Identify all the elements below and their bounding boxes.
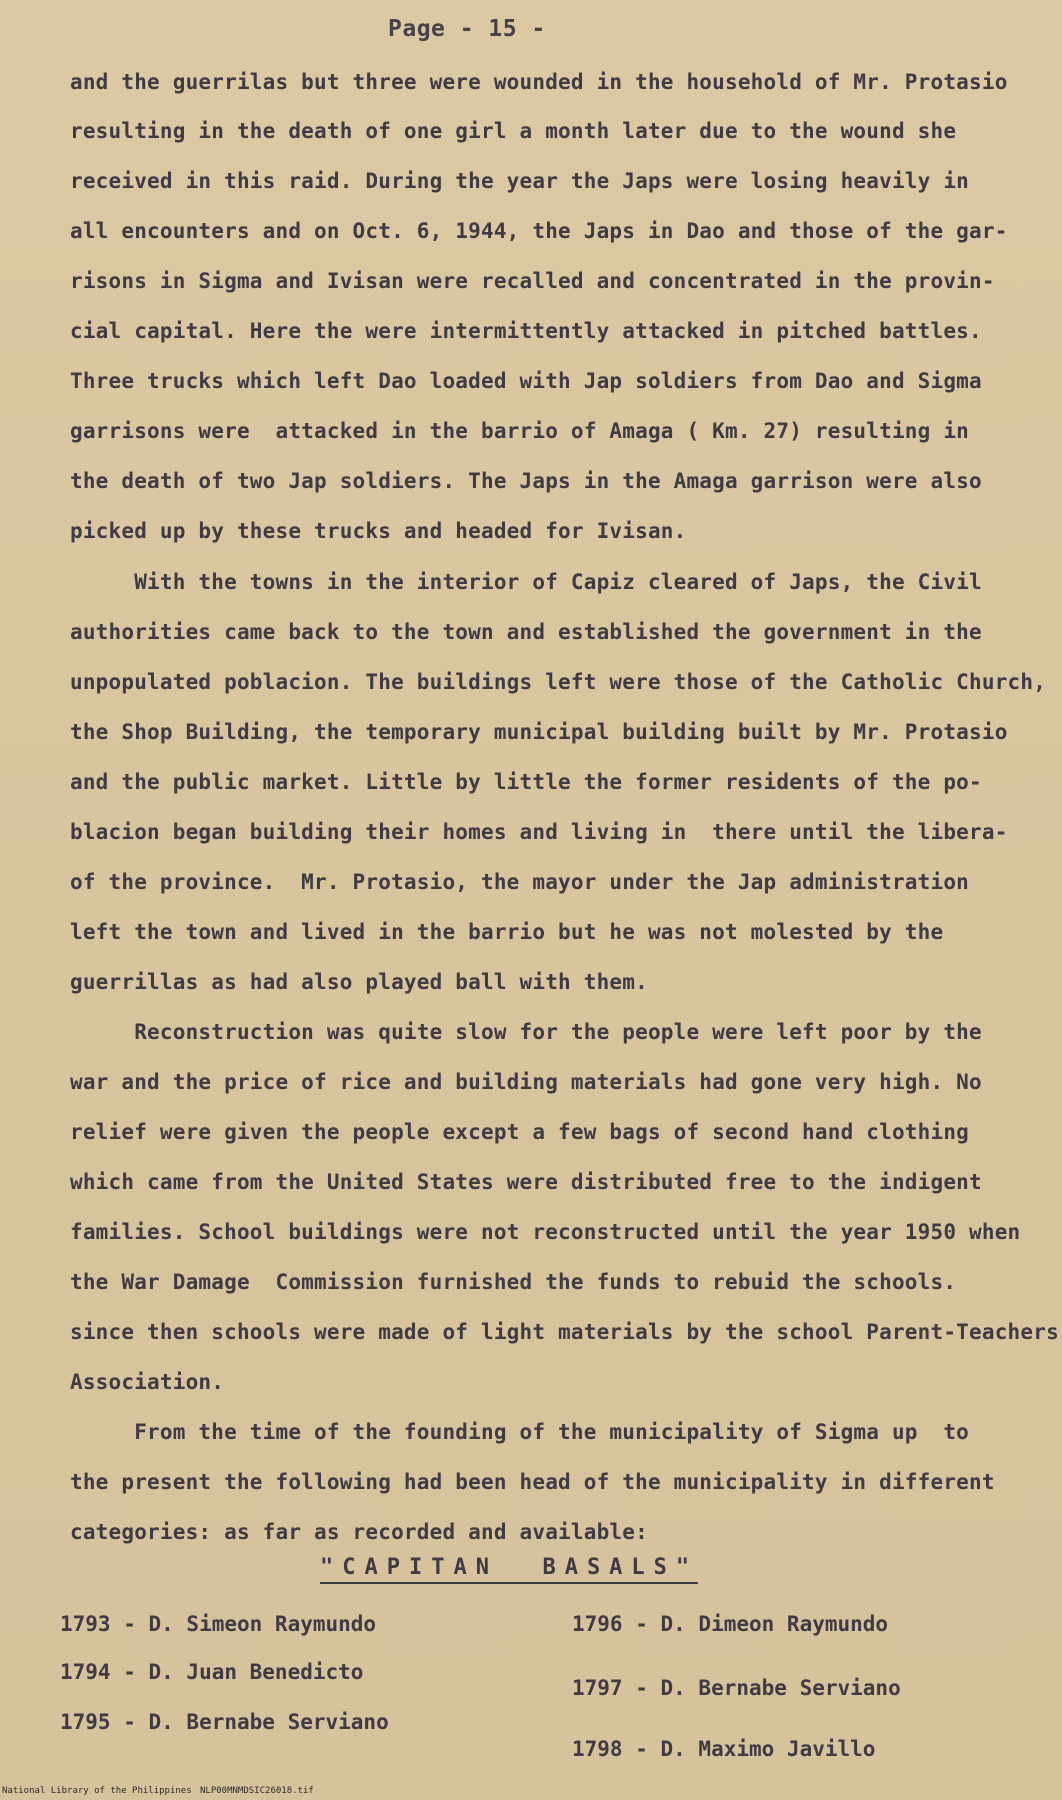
body-line-27: Association. xyxy=(70,1370,225,1394)
body-line-28: From the time of the founding of the municipality of Sigma up to xyxy=(70,1420,970,1444)
body-line-25: the War Damage Commission furnished the funds to rebuid the schools. xyxy=(70,1270,957,1294)
body-line-8: garrisons were attacked in the barrio of Amaga ( Km. 27) resulting in xyxy=(70,419,970,443)
body-line-29: the present the following had been head of the municipality in different xyxy=(70,1470,995,1494)
body-line-21: war and the price of rice and building materials had gone very high. No xyxy=(70,1070,982,1094)
body-line-16: blacion began building their homes and living in there until the libera- xyxy=(70,820,1008,844)
official-entry: 1793 - D. Simeon Raymundo xyxy=(60,1612,377,1636)
official-entry: 1797 - D. Bernabe Serviano xyxy=(572,1676,901,1700)
body-line-20: Reconstruction was quite slow for the people were left poor by the xyxy=(70,1020,982,1044)
body-line-3: received in this raid. During the year the Japs were losing heavily in xyxy=(70,169,970,193)
body-line-15: and the public market. Little by little the former residents of the po- xyxy=(70,770,982,794)
section-heading: "CAPITAN BASALS" xyxy=(320,1555,698,1584)
official-entry: 1795 - D. Bernabe Serviano xyxy=(60,1710,389,1734)
body-line-18: left the town and lived in the barrio but he was not molested by the xyxy=(70,920,944,944)
body-line-14: the Shop Building, the temporary municipal building built by Mr. Protasio xyxy=(70,720,1008,744)
body-line-17: of the province. Mr. Protasio, the mayor under the Jap administration xyxy=(70,870,970,894)
body-line-2: resulting in the death of one girl a month later due to the wound she xyxy=(70,119,957,143)
official-entry: 1794 - D. Juan Benedicto xyxy=(60,1660,364,1684)
body-line-5: risons in Sigma and Ivisan were recalled and concentrated in the provin- xyxy=(70,269,995,293)
page-number: Page - 15 - xyxy=(388,16,546,42)
footer-file-name: NLP00MNMDSIC26018.tif xyxy=(200,1786,314,1796)
body-line-10: picked up by these trucks and headed for Ivisan. xyxy=(70,519,687,543)
body-line-9: the death of two Jap soldiers. The Japs in the Amaga garrison were also xyxy=(70,469,982,493)
body-line-13: unpopulated poblacion. The buildings left were those of the Catholic Church, xyxy=(70,670,1047,694)
official-entry: 1798 - D. Maximo Javillo xyxy=(572,1737,876,1761)
body-line-1: and the guerrilas but three were wounded in the household of Mr. Protasio xyxy=(70,70,1008,94)
official-entry: 1796 - D. Dimeon Raymundo xyxy=(572,1612,889,1636)
body-line-7: Three trucks which left Dao loaded with Jap soldiers from Dao and Sigma xyxy=(70,369,982,393)
body-line-30: categories: as far as recorded and available: xyxy=(70,1520,648,1544)
body-line-23: which came from the United States were distributed free to the indigent xyxy=(70,1170,982,1194)
body-line-11: With the towns in the interior of Capiz cleared of Japs, the Civil xyxy=(70,570,982,594)
body-line-19: guerrillas as had also played ball with them. xyxy=(70,970,648,994)
body-line-24: families. School buildings were not reconstructed until the year 1950 when xyxy=(70,1220,1021,1244)
footer-library-name: National Library of the Philippines xyxy=(2,1786,192,1796)
body-line-4: all encounters and on Oct. 6, 1944, the Japs in Dao and those of the gar- xyxy=(70,219,1008,243)
body-line-12: authorities came back to the town and established the government in the xyxy=(70,620,982,644)
body-line-26: since then schools were made of light materials by the school Parent-Teachers xyxy=(70,1320,1059,1344)
body-line-6: cial capital. Here the were intermittently attacked in pitched battles. xyxy=(70,319,982,343)
body-line-22: relief were given the people except a few bags of second hand clothing xyxy=(70,1120,970,1144)
